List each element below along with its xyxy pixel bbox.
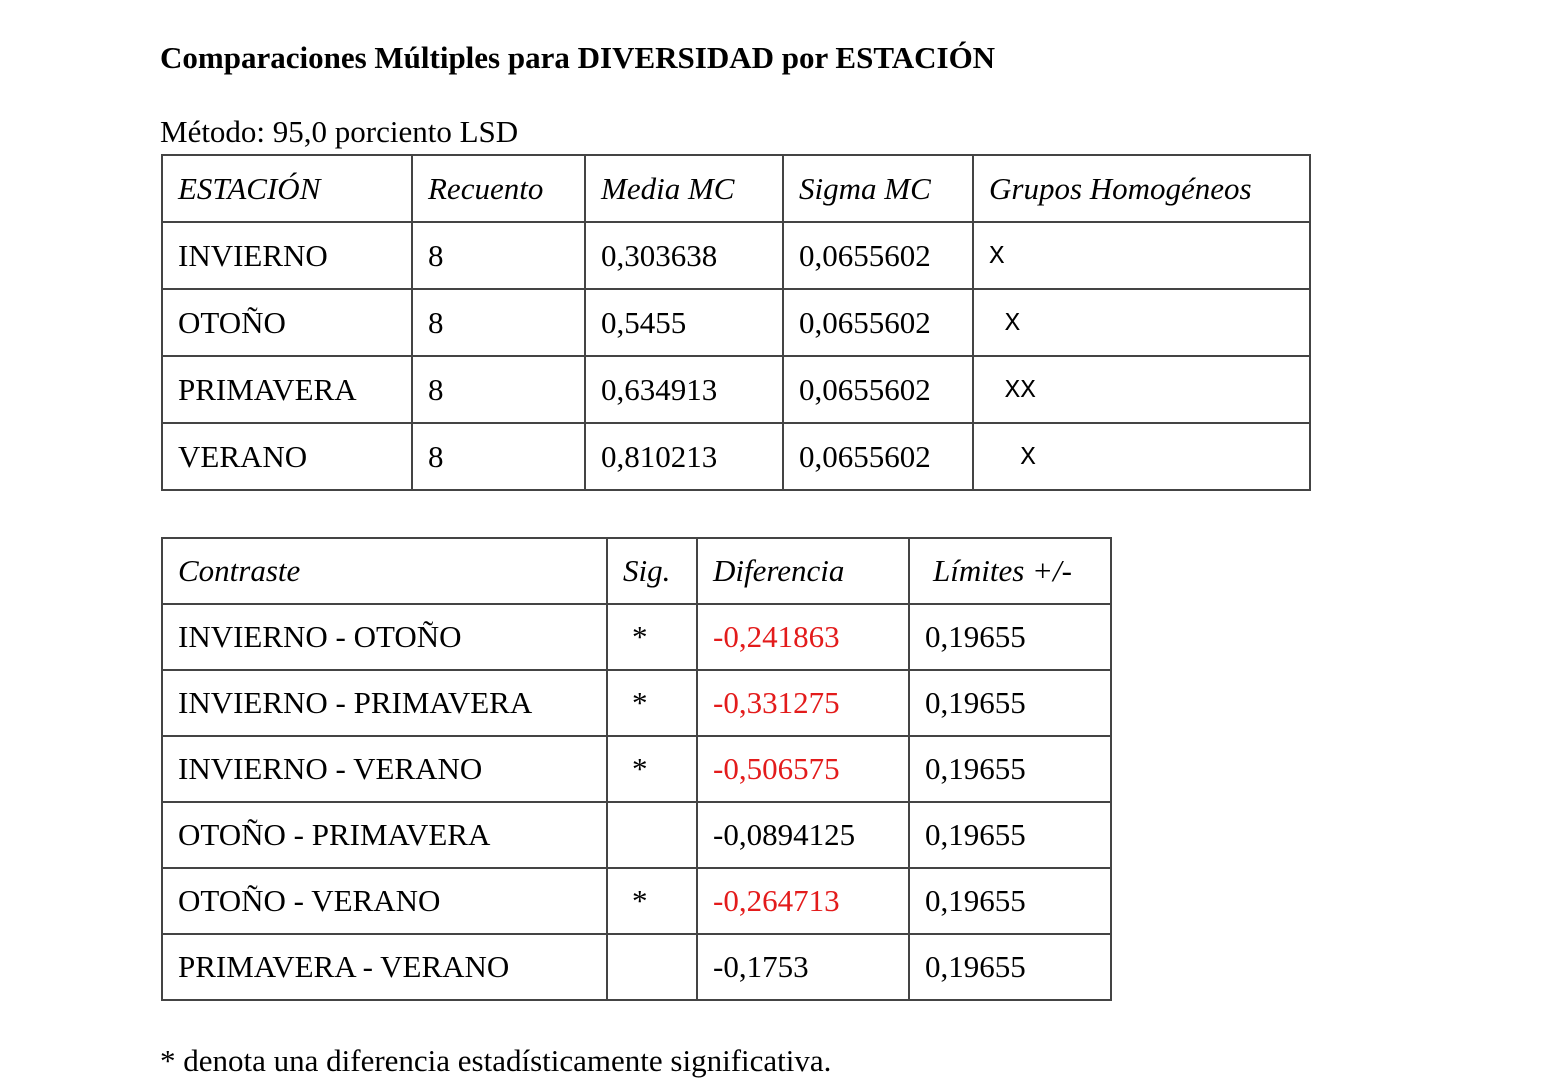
column-header: Límites +/- <box>909 538 1111 604</box>
count-cell: 8 <box>412 222 585 289</box>
table-row <box>162 604 1111 670</box>
count-cell: 8 <box>412 423 585 490</box>
significance-cell: * <box>607 604 697 670</box>
season-cell: OTOÑO <box>162 289 412 356</box>
document-title: Comparaciones Múltiples para DIVERSIDAD por ESTACIÓN <box>160 40 996 75</box>
table-header-row <box>162 538 1111 604</box>
column-header: Sig. <box>607 538 697 604</box>
difference-cell: -0,264713 <box>697 868 909 934</box>
table-row <box>162 802 1111 868</box>
count-cell: 8 <box>412 356 585 423</box>
limits-cell: 0,19655 <box>909 670 1111 736</box>
contrast-cell: INVIERNO - VERANO <box>162 736 607 802</box>
limits-cell: 0,19655 <box>909 868 1111 934</box>
season-cell: PRIMAVERA <box>162 356 412 423</box>
column-header: Sigma MC <box>783 155 973 222</box>
significance-cell <box>607 934 697 1000</box>
table-row <box>162 222 1310 289</box>
count-cell: 8 <box>412 289 585 356</box>
groups-cell: X <box>973 222 1310 289</box>
sigma-cell: 0,0655602 <box>783 423 973 490</box>
contrast-cell: PRIMAVERA - VERANO <box>162 934 607 1000</box>
significance-cell: * <box>607 670 697 736</box>
significance-cell: * <box>607 736 697 802</box>
table-row <box>162 736 1111 802</box>
difference-cell: -0,1753 <box>697 934 909 1000</box>
difference-cell: -0,331275 <box>697 670 909 736</box>
sigma-cell: 0,0655602 <box>783 222 973 289</box>
contrast-cell: INVIERNO - PRIMAVERA <box>162 670 607 736</box>
groups-cell: X <box>973 289 1310 356</box>
limits-cell: 0,19655 <box>909 934 1111 1000</box>
mean-cell: 0,5455 <box>585 289 783 356</box>
column-header: Contraste <box>162 538 607 604</box>
groups-cell: XX <box>973 356 1310 423</box>
season-cell: INVIERNO <box>162 222 412 289</box>
contrasts-table <box>161 537 1112 1001</box>
table-header-row <box>162 155 1310 222</box>
mean-cell: 0,634913 <box>585 356 783 423</box>
column-header: Diferencia <box>697 538 909 604</box>
sigma-cell: 0,0655602 <box>783 356 973 423</box>
contrast-cell: OTOÑO - PRIMAVERA <box>162 802 607 868</box>
mean-cell: 0,303638 <box>585 222 783 289</box>
season-cell: VERANO <box>162 423 412 490</box>
significance-cell: * <box>607 868 697 934</box>
sigma-cell: 0,0655602 <box>783 289 973 356</box>
table-row <box>162 423 1310 490</box>
limits-cell: 0,19655 <box>909 802 1111 868</box>
difference-cell: -0,506575 <box>697 736 909 802</box>
difference-cell: -0,241863 <box>697 604 909 670</box>
method-label: Método: 95,0 porciento LSD <box>160 114 519 149</box>
table-row <box>162 670 1111 736</box>
mean-cell: 0,810213 <box>585 423 783 490</box>
contrast-cell: OTOÑO - VERANO <box>162 868 607 934</box>
table-row <box>162 934 1111 1000</box>
table-row <box>162 356 1310 423</box>
limits-cell: 0,19655 <box>909 604 1111 670</box>
column-header: Media MC <box>585 155 783 222</box>
contrast-cell: INVIERNO - OTOÑO <box>162 604 607 670</box>
homogeneous-groups-table <box>161 154 1311 491</box>
column-header: Grupos Homogéneos <box>973 155 1310 222</box>
table-row <box>162 289 1310 356</box>
difference-cell: -0,0894125 <box>697 802 909 868</box>
limits-cell: 0,19655 <box>909 736 1111 802</box>
groups-cell: X <box>973 423 1310 490</box>
table-row <box>162 868 1111 934</box>
column-header: Recuento <box>412 155 585 222</box>
significance-footnote: * denota una diferencia estadísticamente significativa. <box>160 1043 832 1078</box>
column-header: ESTACIÓN <box>162 155 412 222</box>
significance-cell <box>607 802 697 868</box>
